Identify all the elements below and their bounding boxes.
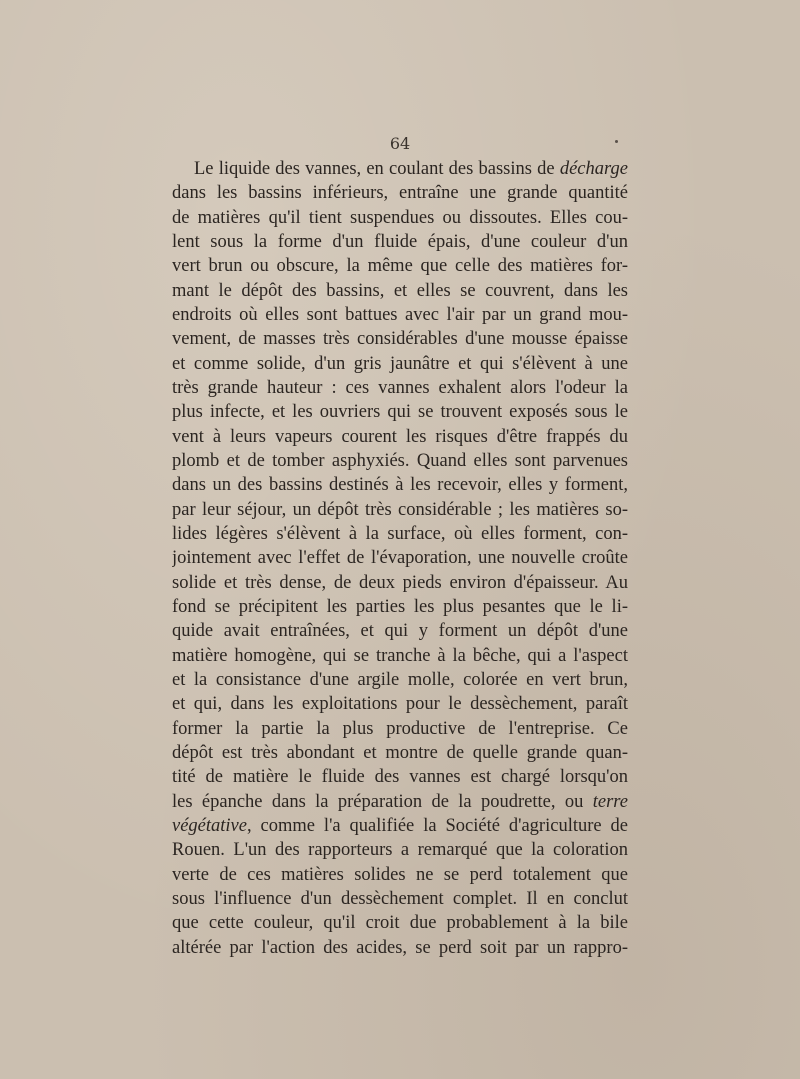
- text-line: lides légères s'élèvent à la surface, où elles forment, con-: [172, 523, 628, 544]
- text-line: dépôt est très abondant et montre de quelle grande quan-: [172, 742, 628, 763]
- text-line: matière homogène, qui se tranche à la bêche, qui a l'aspect: [172, 645, 628, 666]
- text-line: lent sous la forme d'un fluide épais, d'une couleur d'un: [172, 231, 628, 252]
- italic-term: terre: [592, 791, 628, 812]
- text-line: jointement avec l'effet de l'évaporation, une nouvelle croûte: [172, 548, 628, 569]
- text-line: les épanche dans la préparation de la poudrette, ou terre: [172, 791, 628, 812]
- text-line: vent à leurs vapeurs courent les risques d'être frappés du: [172, 426, 628, 447]
- italic-term: végétative: [172, 815, 247, 836]
- text-line: et comme solide, d'un gris jaunâtre et qui s'élèvent à une: [172, 353, 628, 374]
- text-line: former la partie la plus productive de l'entreprise. Ce: [172, 718, 628, 739]
- ink-speck: [615, 140, 618, 143]
- text-line: par leur séjour, un dépôt très considérable ; les matières so-: [172, 499, 628, 520]
- text-line: vert brun ou obscure, la même que celle des matières for-: [172, 256, 628, 277]
- text-line: quide avait entraînées, et qui y forment un dépôt d'une: [172, 621, 628, 642]
- text-line: plus infecte, et les ouvriers qui se trouvent exposés sous le: [172, 402, 628, 423]
- text-line: fond se précipitent les parties les plus pesantes que le li-: [172, 596, 628, 617]
- text-line: et qui, dans les exploitations pour le dessèchement, paraît: [172, 694, 628, 715]
- body-text: [172, 157, 628, 960]
- text-line: Rouen. L'un des rapporteurs a remarqué que la coloration: [172, 840, 628, 861]
- text-line: plomb et de tomber asphyxiés. Quand elles sont parvenues: [172, 450, 628, 471]
- text-line: sous l'influence d'un dessèchement complet. Il en conclut: [172, 888, 628, 909]
- text-line: végétative, comme l'a qualifiée la Société d'agriculture de: [172, 815, 628, 836]
- text-line: de matières qu'il tient suspendues ou dissoutes. Elles cou-: [172, 207, 628, 228]
- text-line: Le liquide des vannes, en coulant des bassins de décharge: [194, 159, 628, 179]
- text-line: endroits où elles sont battues avec l'air par un grand mou-: [172, 304, 628, 325]
- text-line: mant le dépôt des bassins, et elles se couvrent, dans les: [172, 280, 628, 301]
- text-line: solide et très dense, de deux pieds environ d'épaisseur. Au: [172, 572, 628, 593]
- page-number: 64: [389, 134, 411, 153]
- text-line: dans un des bassins destinés à les recevoir, elles y forment,: [172, 475, 628, 496]
- text-line: dans les bassins inférieurs, entraîne une grande quantité: [172, 183, 628, 204]
- text-line: très grande hauteur : ces vannes exhalent alors l'odeur la: [172, 377, 628, 398]
- text-line: vement, de masses très considérables d'une mousse épaisse: [172, 329, 628, 350]
- italic-term: décharge: [559, 159, 628, 179]
- text-line: tité de matière le fluide des vannes est chargé lorsqu'on: [172, 767, 628, 788]
- text-line: que cette couleur, qu'il croit due probablement à la bile: [172, 913, 628, 934]
- text-line: verte de ces matières solides ne se perd totalement que: [172, 864, 628, 885]
- text-line: et la consistance d'une argile molle, colorée en vert brun,: [172, 669, 628, 690]
- text-line: altérée par l'action des acides, se perd soit par un rappro-: [172, 937, 628, 958]
